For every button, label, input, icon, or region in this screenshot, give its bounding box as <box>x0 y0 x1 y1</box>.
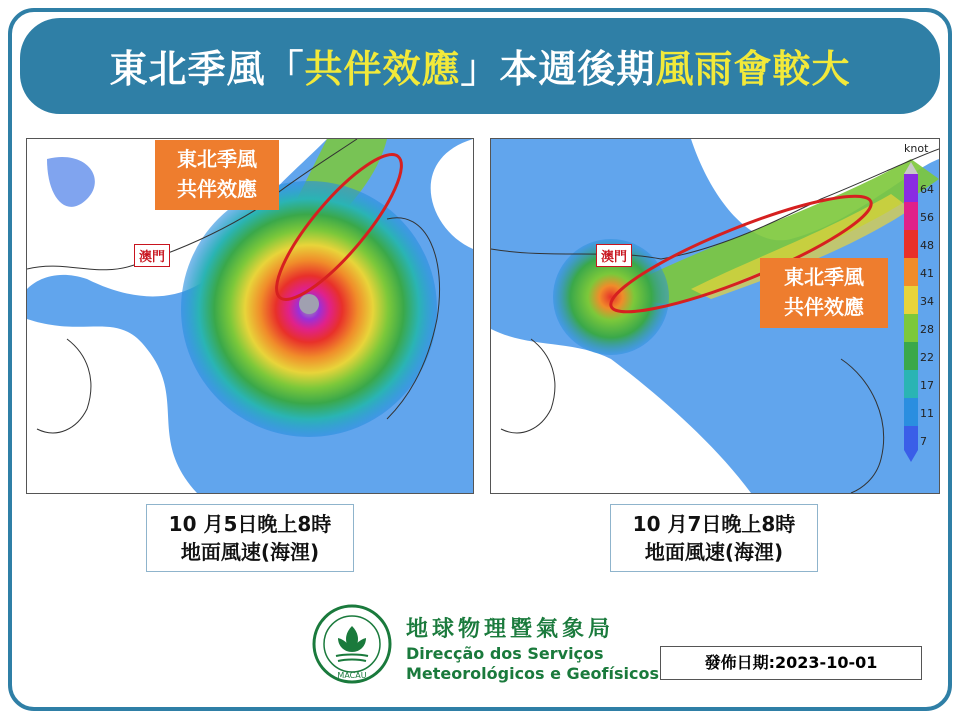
caption-left-desc: 地面風速(海浬) <box>180 540 320 564</box>
caption-right-date: 10 月7日晚上8時 <box>632 512 796 536</box>
legend-tick: 28 <box>920 323 934 336</box>
macau-label-left: 澳門 <box>134 244 170 267</box>
legend-tick: 41 <box>920 267 934 280</box>
legend-tick: 22 <box>920 351 934 364</box>
legend-tick: 11 <box>920 407 934 420</box>
annotation-right-line1: 東北季風 <box>784 265 864 289</box>
smg-emblem-icon <box>310 604 396 688</box>
legend-tick: 64 <box>920 183 934 196</box>
monsoon-annotation-right <box>760 258 888 328</box>
caption-oct7 <box>610 504 818 572</box>
monsoon-annotation-left <box>155 140 279 210</box>
macau-label-right: 澳門 <box>596 244 632 267</box>
caption-oct5 <box>146 504 354 572</box>
legend-tick: 48 <box>920 239 934 252</box>
title-text-1: 東北季風「 <box>109 47 305 91</box>
legend-tick: 56 <box>920 211 934 224</box>
title-banner <box>20 18 940 114</box>
title-highlight-2: 風雨會較大 <box>655 47 851 91</box>
annotation-left-line1: 東北季風 <box>177 147 257 171</box>
wind-speed-legend <box>898 140 950 485</box>
caption-right-desc: 地面風速(海浬) <box>644 540 784 564</box>
title-text-2: 」本週後期 <box>460 47 656 91</box>
annotation-right-line2: 共伴效應 <box>784 295 864 319</box>
smg-logo <box>310 604 659 688</box>
emblem-text: MACAU <box>337 671 367 680</box>
legend-color-bar <box>904 162 918 462</box>
page-title <box>20 38 940 93</box>
legend-tick: 7 <box>920 435 927 448</box>
title-highlight-1: 共伴效應 <box>304 47 461 91</box>
legend-tick: 17 <box>920 379 934 392</box>
issue-date: 發佈日期:2023-10-01 <box>660 646 922 680</box>
annotation-left-line2: 共伴效應 <box>177 177 257 201</box>
org-name-portuguese-line1: Direcção dos Serviços <box>406 644 604 663</box>
org-name-portuguese-line2: Meteorológicos e Geofísicos <box>406 664 659 683</box>
caption-left-date: 10 月5日晚上8時 <box>168 512 332 536</box>
org-name-chinese: 地球物理暨氣象局 <box>406 617 615 642</box>
legend-tick: 34 <box>920 295 934 308</box>
legend-unit: knot <box>904 142 929 155</box>
